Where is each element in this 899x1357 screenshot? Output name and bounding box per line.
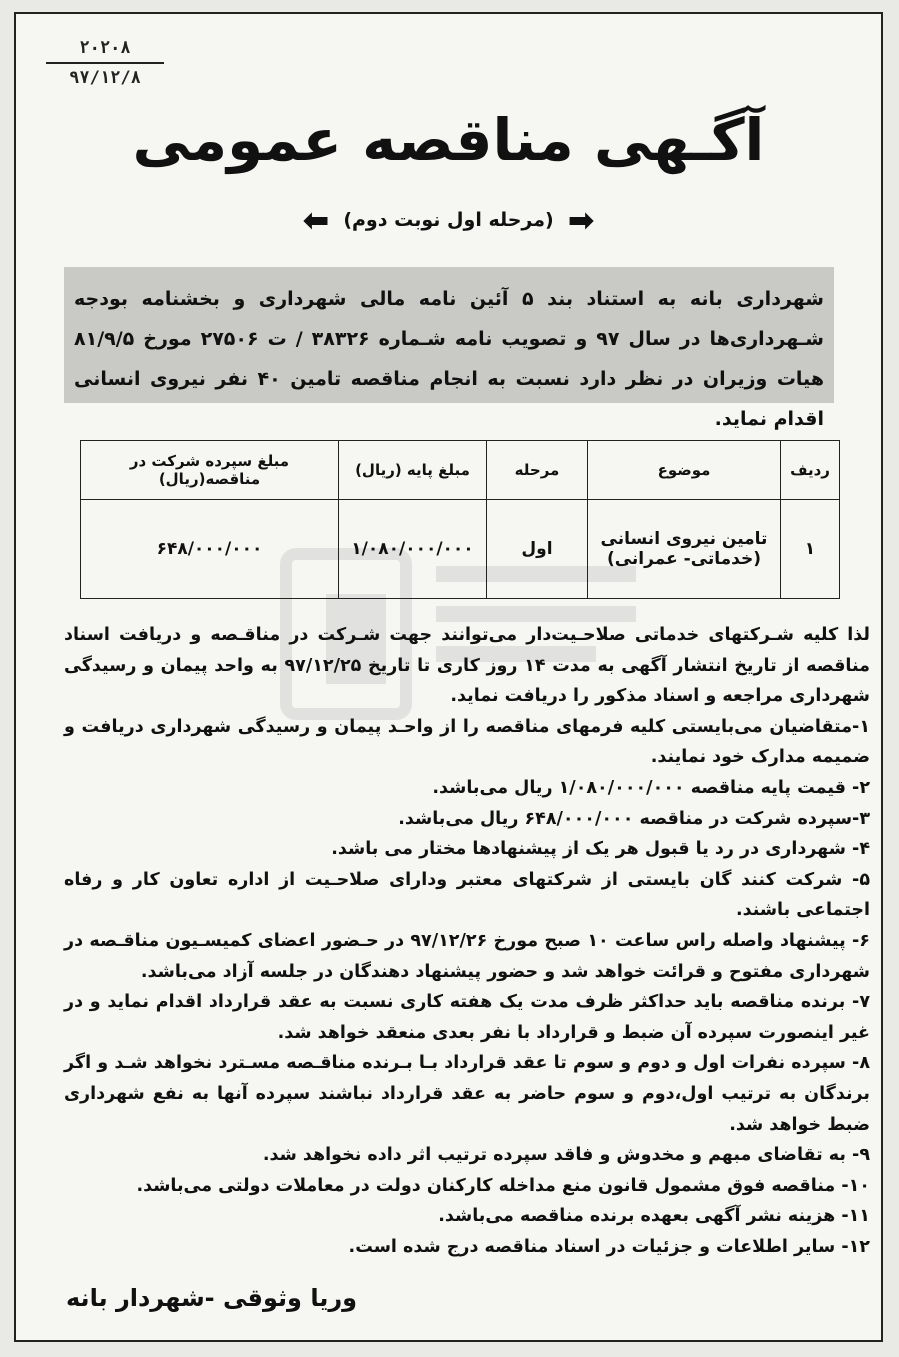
cell-row-number: ۱ [781,500,840,599]
cell-subject: تامین نیروی انسانی (خدماتی- عمرانی) [588,500,781,599]
stamp-date: ۹۷/۱۲/۸ [69,68,141,88]
cell-deposit: ۶۴۸/۰۰۰/۰۰۰ [81,500,339,599]
cell-base-price: ۱/۰۸۰/۰۰۰/۰۰۰ [339,500,487,599]
col-header-deposit: مبلغ سپرده شرکت در مناقصه(ریال) [81,441,339,500]
list-item: ۵- شرکت کنند گان بایستی از شرکتهای معتبر ودارای صلاحـیت از اداره تعاون کار و رفاه اجتماعی باشند. [64,869,870,921]
conditions-list [64,620,870,1262]
subtitle: (مرحله اول نوبت دوم) [343,209,554,231]
intro-paragraph: شهرداری بانه به استناد بند ۵ آئین نامه مالی شهرداری و بخشنامه بودجه شـهرداری‌ها در سال ۹۷ و تصویب نامه شـماره ۳۸۳۲۶ / ت ۲۷۵۰۶ مورخ ۸۱/۹/۵ هیات وزیران در نظر دارد نسبت به انجام مناقصه تامین ۴۰ نفر نیروی انسانی اقدام نماید. [64,267,834,403]
tender-notice-page [14,12,883,1342]
list-item: ۷- برنده مناقصه باید حداکثر ظرف مدت یک هفته کاری نسبت به عقد قرارداد اقدام نماید و در غیر اینصورت سپرده آن ضبط و قرارداد با نفر بعدی منعقد خواهد شد. [64,992,870,1043]
list-item: ۳-سپرده شرکت در مناقصه ۶۴۸/۰۰۰/۰۰۰ ریال می‌باشد. [398,808,870,829]
list-item: ۲- قیمت پایه مناقصه ۱/۰۸۰/۰۰۰/۰۰۰ ریال می‌باشد. [432,777,870,798]
col-header-subject: موضوع [588,441,781,500]
arrow-right-icon: ➡ [567,201,595,239]
paragraph-intro: لذا کلیه شـرکتهای خدماتی صلاحـیت‌دار می‌توانند جهت شـرکت در مناقـصه و دریافت اسناد مناقصه از تاریخ انتشار آگهی به مدت ۱۴ روز کاری تا تاریخ ۹۷/۱۲/۲۵ به واحد پیمان و رسیدگی شهرداری مراجعه و اسناد مذکور را دریافت نماید. [64,625,870,707]
list-item: ۹- به تقاضای مبهم و مخدوش و فاقد سپرده ترتیب اثر داده نخواهد شد. [262,1145,870,1166]
col-header-stage: مرحله [487,441,588,500]
arrow-left-icon: ⬅ [302,201,330,239]
col-header-base-price: مبلغ پایه (ریال) [339,441,487,500]
list-item: ۱۰- مناقصه فوق مشمول قانون منع مداخله کارکنان دولت در معاملات دولتی می‌باشد. [136,1175,870,1196]
list-item: ۱۲- سایر اطلاعات و جزئیات در اسناد مناقصه درج شده است. [348,1236,870,1257]
list-item: ۴- شهرداری در رد یا قبول هر یک از پیشنهادها مختار می باشد. [331,839,870,860]
stamp-number: ۲۰۲۰۸ [46,38,164,64]
table-header-row [81,441,840,500]
list-item: ۱-متقاضیان می‌بایستی کلیه فرمهای مناقصه را از واحـد پیمان و رسیدگی شهرداری دریافت و ضمیمه مدارک خود نمایند. [64,716,870,768]
list-item: ۱۱- هزینه نشر آگهی بعهده برنده مناقصه می‌باشد. [438,1206,870,1227]
page-title: آگـهی مناقصه عمومی [132,106,765,174]
subtitle-row [16,201,881,239]
col-header-row-number: ردیف [781,441,840,500]
table-row [81,500,840,599]
list-item: ۸- سپرده نفرات اول و دوم و سوم تا عقد قرارداد بـا بـرنده مناقـصه مسـترد نخواهد شـد و اگر برندگان به ترتیب اول،دوم و سوم حاضر به عقد قرارداد نباشند سپرده آنها به نفع شهرداری ضبط خواهد شد. [64,1053,870,1135]
signature: وریا وثوقی -شهردار بانه [66,1284,358,1312]
list-item: ۶- پیشنهاد واصله راس ساعت ۱۰ صبح مورخ ۹۷/۱۲/۲۶ در حـضور اعضای کمیسـیون مناقـصه در شهرداری مفتوح و قرائت خواهد شد و حضور پیشنهاد دهندگان در جلسه آزاد می‌باشد. [64,930,870,982]
registration-stamp [46,38,164,88]
tender-table [80,440,840,599]
cell-stage: اول [487,500,588,599]
